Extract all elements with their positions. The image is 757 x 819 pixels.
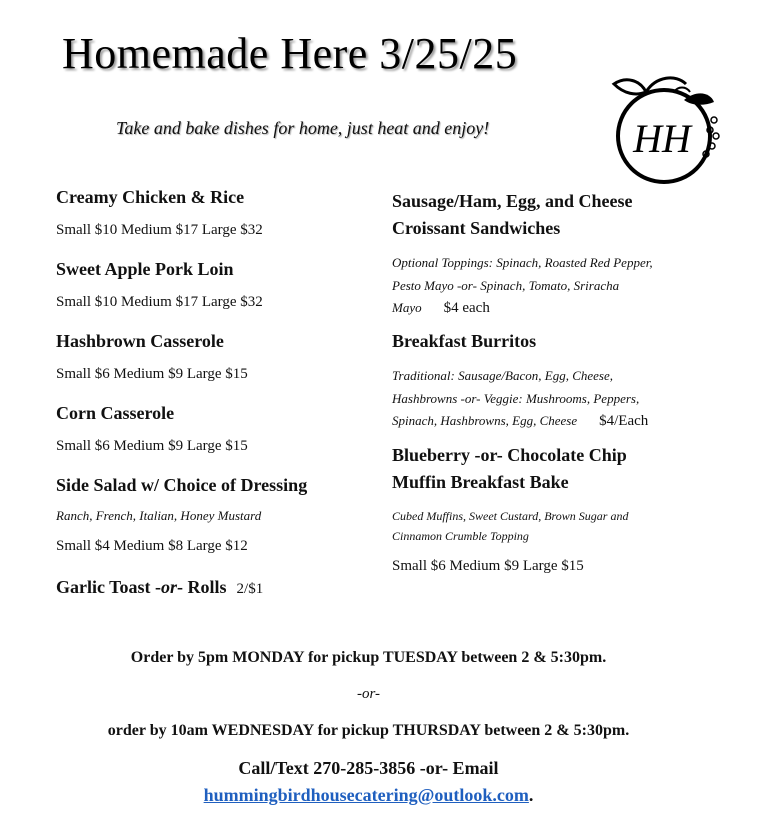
- item-name: Breakfast Burritos: [392, 331, 537, 351]
- contact-line: Call/Text 270-285-3856 -or- Email: [238, 758, 499, 778]
- menu-item: [392, 188, 692, 328]
- item-name-or: or: [161, 577, 178, 597]
- item-name-line1: Sausage/Ham, Egg, and Cheese: [392, 191, 633, 211]
- item-price: $4 each: [443, 300, 490, 316]
- item-prices: Small $4 Medium $8 Large $12: [56, 537, 248, 554]
- item-price: $4/Each: [599, 413, 649, 429]
- email-period: .: [528, 785, 534, 805]
- order-deadline-wednesday: order by 10am WEDNESDAY for pickup THURSDAY between 2 & 5:30pm.: [107, 722, 630, 739]
- item-name-line2: Muffin Breakfast Bake: [392, 472, 569, 492]
- menu-item: [56, 328, 366, 400]
- item-price: 2/$1: [236, 581, 264, 597]
- menu-item: [56, 400, 366, 472]
- item-name: Side Salad w/ Choice of Dressing: [56, 475, 308, 495]
- email-link[interactable]: hummingbirdhousecatering@outlook.com: [203, 785, 529, 805]
- item-prices: Small $6 Medium $9 Large $15: [56, 438, 248, 454]
- item-name: Corn Casserole: [56, 403, 175, 423]
- hummingbird-house-logo: [606, 72, 726, 192]
- item-description: Optional Toppings: Spinach, Roasted Red Pepper, Pesto Mayo -or- Spinach, Tomato, Sriracha Mayo $4 each: [392, 255, 653, 316]
- or-separator: -or-: [356, 686, 381, 702]
- item-prices: Small $6 Medium $9 Large $15: [392, 558, 584, 574]
- email-line: [0, 785, 737, 806]
- order-deadline-monday: Order by 5pm MONDAY for pickup TUESDAY between 2 & 5:30pm.: [130, 649, 607, 666]
- page-title: Homemade Here 3/25/25: [62, 29, 518, 78]
- menu-item: [56, 256, 366, 328]
- item-description: Cubed Muffins, Sweet Custard, Brown Sugar and Cinnamon Crumble Topping: [392, 509, 629, 543]
- item-name-line2: Croissant Sandwiches: [392, 218, 561, 238]
- item-name: [56, 574, 366, 603]
- logo-monogram: HH: [633, 116, 691, 161]
- item-description: Ranch, French, Italian, Honey Mustard: [56, 508, 262, 523]
- menu-item: [392, 442, 692, 576]
- item-name-line1: Blueberry -or- Chocolate Chip: [392, 445, 627, 465]
- item-prices: Small $10 Medium $17 Large $32: [56, 294, 263, 310]
- item-name: Sweet Apple Pork Loin: [56, 259, 234, 279]
- menu-item: [56, 472, 366, 574]
- item-name-end: - Rolls: [177, 577, 227, 597]
- menu-item: [56, 574, 366, 603]
- item-name: Creamy Chicken & Rice: [56, 187, 245, 207]
- menu-item: [56, 184, 366, 256]
- item-name-start: Garlic Toast -: [56, 577, 162, 597]
- left-menu: [56, 184, 366, 603]
- item-prices: Small $10 Medium $17 Large $32: [56, 222, 263, 238]
- menu-item: [392, 328, 692, 442]
- item-description: Traditional: Sausage/Bacon, Egg, Cheese, Hashbrowns -or- Veggie: Mushrooms, Peppers, Spinach, Hashbrowns, Egg, Cheese $4/Each: [392, 368, 649, 429]
- tagline: Take and bake dishes for home, just heat and enjoy!: [116, 118, 490, 138]
- right-menu: [392, 188, 692, 576]
- item-prices: Small $6 Medium $9 Large $15: [56, 366, 248, 382]
- item-name: Hashbrown Casserole: [56, 331, 224, 351]
